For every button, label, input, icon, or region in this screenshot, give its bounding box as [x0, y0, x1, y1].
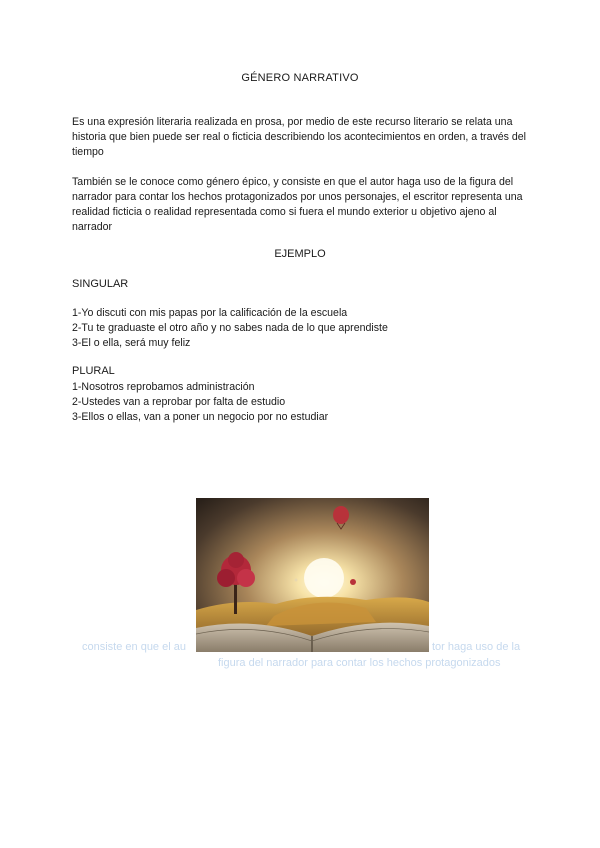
document-title: GÉNERO NARRATIVO	[241, 72, 359, 84]
list-item: 3-Ellos o ellas, van a poner un negocio por no estudiar	[72, 411, 329, 423]
paragraph-definition: Es una expresión literaria realizada en prosa, por medio de este recurso literario se relata una historia que bien puede ser real o ficticia describiendo los acontecimientos en orden, a través del tiempo	[72, 116, 527, 158]
watermark-text: figura del narrador para contar los hechos protagonizados	[218, 657, 501, 669]
watermark-text: tor haga uso de la	[432, 641, 521, 653]
book-landscape-illustration	[196, 498, 429, 652]
list-item: 2-Ustedes van a reprobar por falta de estudio	[72, 396, 286, 408]
example-heading: EJEMPLO	[274, 248, 326, 260]
watermark-text: consiste en que el au	[82, 641, 186, 653]
list-item: 3-El o ella, será muy feliz	[72, 337, 191, 349]
plural-label: PLURAL	[72, 365, 115, 377]
paragraph-description: También se le conoce como género épico, y consiste en que el autor haga uso de la figura del narrador para contar los hechos protagonizados por unos personajes, el escritor representa una realidad ficticia o realidad representada como si fuera el mundo exterior u objetivo ajeno al narrador	[72, 176, 523, 233]
list-item: 2-Tu te graduaste el otro año y no sabes nada de lo que aprendiste	[72, 322, 388, 334]
singular-label: SINGULAR	[72, 278, 129, 290]
plural-list	[72, 380, 328, 425]
list-item: 1-Yo discuti con mis papas por la calificación de la escuela	[72, 307, 348, 319]
singular-list	[72, 306, 388, 351]
list-item: 1-Nosotros reprobamos administración	[72, 381, 255, 393]
